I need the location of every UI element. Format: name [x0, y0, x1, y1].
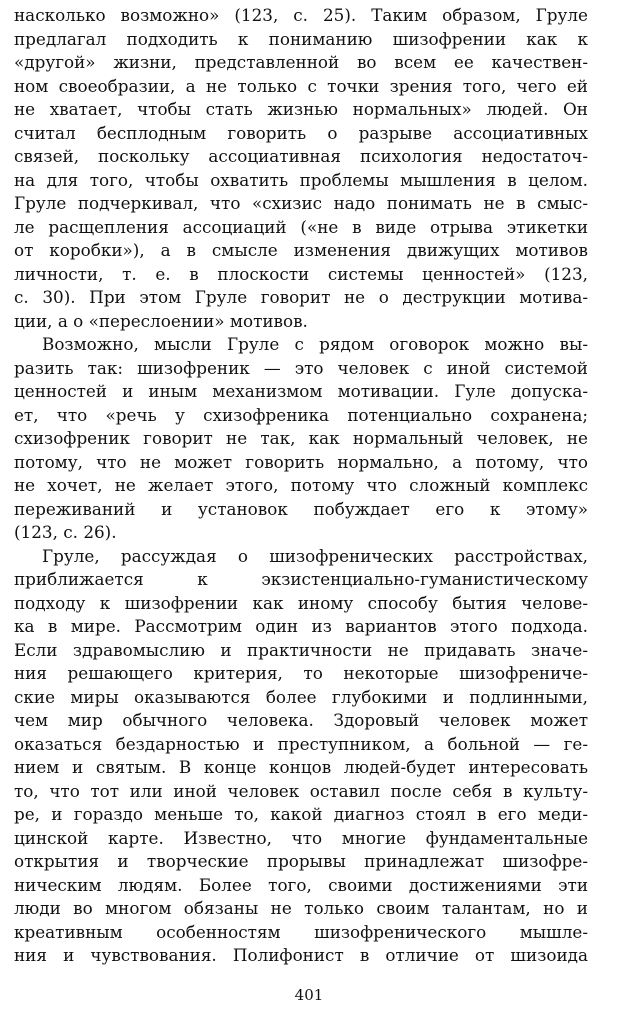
- text-line: разить так: шизофреник — это человек с иной системой: [14, 357, 588, 378]
- text-line: на для того, чтобы охватить проблемы мышления в целом.: [14, 169, 588, 190]
- text-line: Возможно, мысли Груле с рядом оговорок можно вы-: [42, 334, 588, 354]
- text-line: Груле подчеркивал, что «схизис надо понимать не в смыс-: [14, 193, 588, 213]
- text-line: потому, что не может говорить нормально, а потому, что: [14, 451, 588, 472]
- text-line: то, что тот или иной человек оставил после себя в культу-: [14, 780, 588, 801]
- paragraph-2: [14, 333, 588, 545]
- text-line: цинской карте. Известно, что многие фундаментальные: [14, 827, 588, 848]
- text-line: ре, и гораздо меньше то, какой диагноз стоял в его меди-: [14, 804, 588, 824]
- text-line: ном своеобразии, а не только с точки зрения того, чего ей: [14, 75, 588, 96]
- text-line: «другой» жизни, представленной во всем ее качествен-: [14, 52, 588, 72]
- text-line: связей, поскольку ассоциативная психология недостаточ-: [14, 146, 588, 166]
- text-line: ценностей и иным механизмом мотивации. Гуле допуска-: [14, 381, 588, 401]
- text-line: ет, что «речь у схизофреника потенциально сохранена;: [14, 404, 588, 425]
- text-line: переживаний и установок побуждает его к этому»: [14, 498, 588, 519]
- text-line: открытия и творческие прорывы принадлежат шизофре-: [14, 851, 588, 871]
- text-line: схизофреник говорит не так, как нормальный человек, не: [14, 428, 588, 448]
- text-line: люди во многом обязаны не только своим талантам, но и: [14, 898, 588, 918]
- text-line: чем мир обычного человека. Здоровый человек может: [14, 710, 588, 730]
- text-line: личности, т. е. в плоскости системы ценностей» (123,: [14, 263, 588, 284]
- paragraph-1: [14, 4, 588, 333]
- text-line: насколько возможно» (123, с. 25). Таким образом, Груле: [14, 5, 588, 25]
- text-line: ции, а о «переслоении» мотивов.: [14, 310, 308, 331]
- text-line: не хочет, не желает этого, потому что сложный комплекс: [14, 475, 588, 495]
- text-line: Груле, рассуждая о шизофренических расстройствах,: [42, 545, 588, 566]
- text-line: (123, с. 26).: [14, 522, 117, 542]
- text-line: ническим людям. Более того, своими достижениями эти: [14, 874, 588, 895]
- page-body: [14, 4, 588, 968]
- text-line: приближается к экзистенциально-гуманистическому: [14, 569, 588, 589]
- text-line: ле расщепления ассоциаций («не в виде отрыва этикетки: [14, 216, 588, 237]
- text-line: оказаться бездарностью и преступником, а больной — ге-: [14, 733, 588, 754]
- text-line: ские миры оказываются более глубокими и подлинными,: [14, 686, 588, 707]
- text-line: от коробки»), а в смысле изменения движущих мотивов: [14, 240, 588, 260]
- text-line: Если здравомыслию и практичности не придавать значе-: [14, 639, 588, 660]
- text-line: считал бесплодным говорить о разрыве ассоциативных: [14, 122, 588, 143]
- text-line: подходу к шизофрении как иному способу бытия челове-: [14, 592, 588, 613]
- page-number: 401: [294, 986, 324, 1004]
- text-line: ка в мире. Рассмотрим один из вариантов этого подхода.: [14, 616, 588, 636]
- text-line: нием и святым. В конце концов людей-будет интересовать: [14, 757, 588, 777]
- text-line: с. 30). При этом Груле говорит не о деструкции мотива-: [14, 287, 588, 307]
- text-line: ния и чувствования. Полифонист в отличие от шизоида: [14, 945, 588, 965]
- text-line: предлагал подходить к пониманию шизофрении как к: [14, 28, 588, 49]
- paragraph-3: [14, 545, 588, 968]
- text-line: ния решающего критерия, то некоторые шизофрениче-: [14, 663, 588, 683]
- text-line: креативным особенностям шизофренического мышле-: [14, 921, 588, 942]
- text-line: не хватает, чтобы стать жизнью нормальных» людей. Он: [14, 99, 588, 119]
